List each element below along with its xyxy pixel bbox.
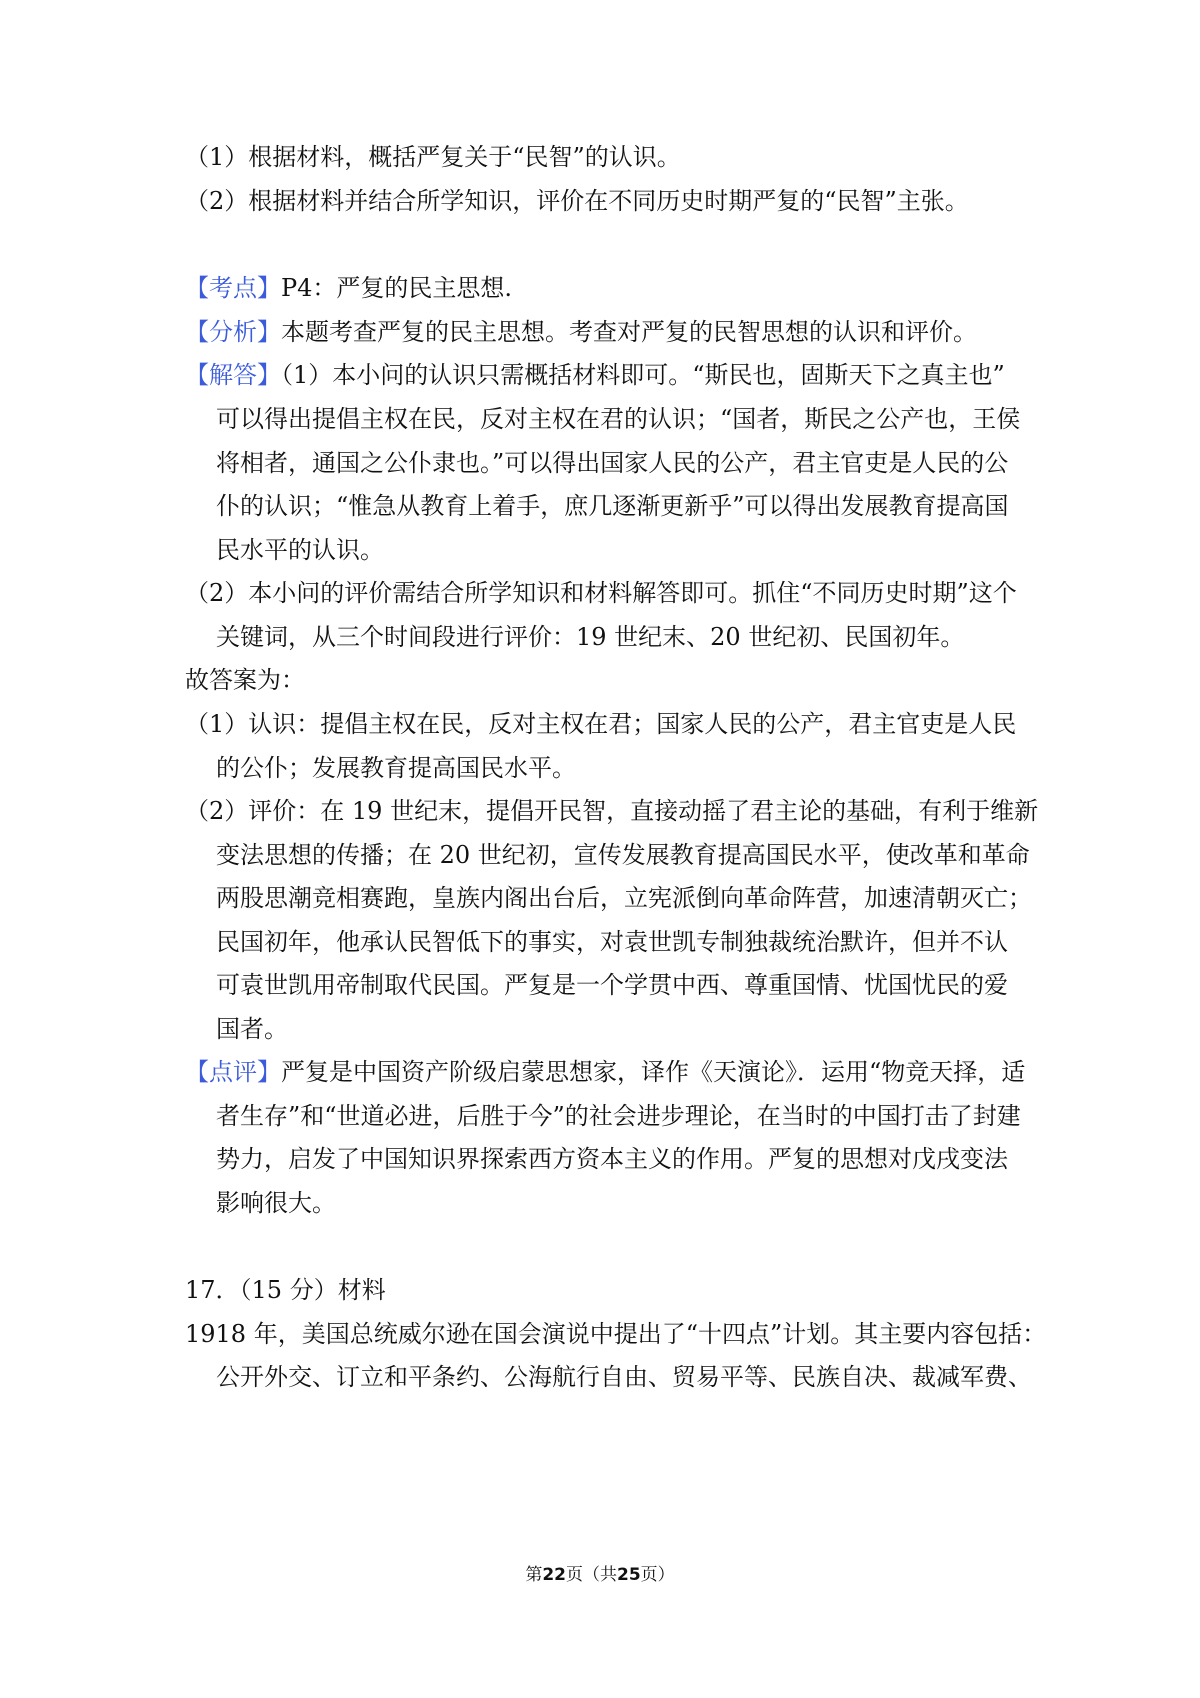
jieda-row xyxy=(185,359,1005,391)
kaodian-text: P4：严复的民主思想. xyxy=(281,274,513,302)
question-part-1: （1）根据材料，概括严复关于“民智”的认识。 xyxy=(185,143,681,171)
answer-label: 故答案为： xyxy=(185,666,305,694)
answer2-line: （2）评价：在 19 世纪末，提倡开民智，直接动摇了君主论的基础，有利于维新 xyxy=(185,797,1039,825)
answer2-line: 变法思想的传播；在 20 世纪初，宣传发展教育提高国民水平，使改革和革命 xyxy=(216,841,1030,869)
footer-pre: 第 xyxy=(525,1565,543,1585)
answer1-line: （1）认识：提倡主权在民，反对主权在君；国家人民的公产，君主官吏是人民 xyxy=(185,710,1017,738)
question-part-2: （2）根据材料并结合所学知识，评价在不同历史时期严复的“民智”主张。 xyxy=(185,187,969,215)
footer-post: 页） xyxy=(640,1565,675,1585)
dianping-line: 者生存”和“世道必进，后胜于今”的社会进步理论，在当时的中国打击了封建 xyxy=(216,1102,1021,1130)
question-17-line: 公开外交、订立和平条约、公海航行自由、贸易平等、民族自决、裁减军费、 xyxy=(216,1363,1032,1391)
question-17-line: 1918 年，美国总统威尔逊在国会演说中提出了“十四点”计划。其主要内容包括： xyxy=(185,1320,1047,1348)
footer-total-pages: 25 xyxy=(617,1565,641,1585)
answer2-line: 两股思潮竞相赛跑，皇族内阁出台后，立宪派倒向革命阵营，加速清朝灭亡； xyxy=(216,884,1032,912)
answer2-line: 国者。 xyxy=(216,1015,288,1043)
kaodian-row xyxy=(185,272,512,304)
fenxi-text: 本题考查严复的民主思想。考查对严复的民智思想的认识和评价。 xyxy=(281,318,977,346)
dianping-line: 严复是中国资产阶级启蒙思想家，译作《天演论》．运用“物竞天择，适 xyxy=(281,1058,1026,1086)
answer1-line: 的公仆；发展教育提高国民水平。 xyxy=(216,754,576,782)
jieda-tag: 【解答】 xyxy=(185,361,281,389)
dianping-line: 势力，启发了中国知识界探索西方资本主义的作用。严复的思想对戊戌变法 xyxy=(216,1145,1008,1173)
footer-page-number: 22 xyxy=(542,1565,566,1585)
jieda-line: 可以得出提倡主权在民，反对主权在君的认识；“国者，斯民之公产也，王侯 xyxy=(216,405,1021,433)
kaodian-tag: 【考点】 xyxy=(185,274,281,302)
dianping-tag: 【点评】 xyxy=(185,1058,281,1086)
fenxi-tag: 【分析】 xyxy=(185,318,281,346)
jieda-part2-line: （2）本小问的评价需结合所学知识和材料解答即可。抓住“不同历史时期”这个 xyxy=(185,579,1017,607)
dianping-line: 影响很大。 xyxy=(216,1189,336,1217)
dianping-row xyxy=(185,1056,1025,1088)
jieda-part2-line: 关键词，从三个时间段进行评价：19 世纪末、20 世纪初、民国初年。 xyxy=(216,623,965,651)
page-footer xyxy=(0,1563,1200,1587)
answer2-line: 民国初年，他承认民智低下的事实，对袁世凯专制独裁统治默许，但并不认 xyxy=(216,928,1008,956)
footer-mid: 页（共 xyxy=(566,1565,617,1585)
jieda-line: （1）本小问的认识只需概括材料即可。“斯民也，固斯天下之真主也” xyxy=(281,361,1005,389)
jieda-line: 仆的认识；“惟急从教育上着手，庶几逐渐更新乎”可以得出发展教育提高国 xyxy=(216,492,1009,520)
answer2-line: 可袁世凯用帝制取代民国。严复是一个学贯中西、尊重国情、忧国忧民的爱 xyxy=(216,971,1008,999)
fenxi-row xyxy=(185,316,977,348)
jieda-line: 民水平的认识。 xyxy=(216,536,384,564)
question-17-heading: 17．（15 分）材料 xyxy=(185,1276,386,1304)
jieda-line: 将相者，通国之公仆隶也。”可以得出国家人民的公产，君主官吏是人民的公 xyxy=(216,449,1009,477)
